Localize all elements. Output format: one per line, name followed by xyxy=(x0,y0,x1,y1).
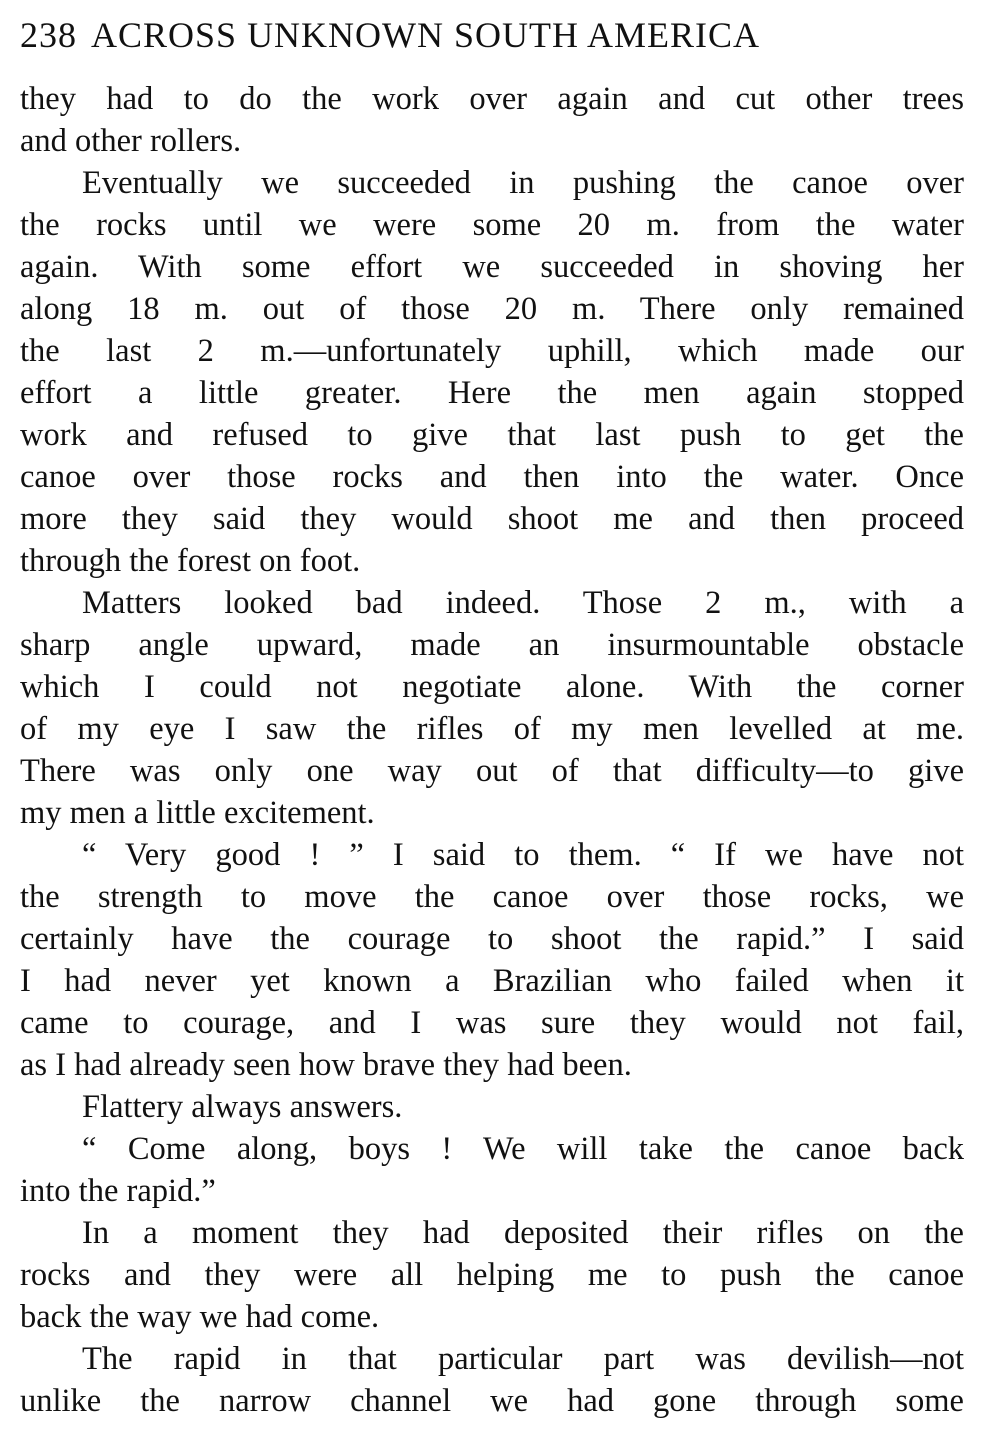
text-line: Matters looked bad indeed. Those 2 m., with a xyxy=(82,585,964,621)
text-line: There was only one way out of that difficulty—to give xyxy=(20,753,964,789)
text-line: work and refused to give that last push to get the xyxy=(20,417,964,453)
text-line: the strength to move the canoe over those rocks, we xyxy=(20,879,964,915)
text-line: unlike the narrow channel we had gone through some xyxy=(20,1383,964,1419)
text-line: they had to do the work over again and cut other trees xyxy=(20,81,964,117)
text-line: again. With some effort we succeeded in shoving her xyxy=(20,249,964,285)
text-line: back the way we had come. xyxy=(20,1299,380,1335)
running-title: ACROSS UNKNOWN SOUTH AMERICA xyxy=(91,15,761,55)
running-head xyxy=(20,10,980,60)
text-line: “ Come along, boys ! We will take the canoe back xyxy=(82,1131,964,1167)
text-line: In a moment they had deposited their rifles on the xyxy=(82,1215,964,1251)
text-line: which I could not negotiate alone. With the corner xyxy=(20,669,964,705)
text-line: my men a little excitement. xyxy=(20,795,375,831)
text-line: sharp angle upward, made an insurmountable obstacle xyxy=(20,627,964,663)
text-line: through the forest on foot. xyxy=(20,543,361,579)
text-line: and other rollers. xyxy=(20,123,242,159)
text-line: the rocks until we were some 20 m. from the water xyxy=(20,207,964,243)
text-line: The rapid in that particular part was devilish—not xyxy=(82,1341,964,1377)
text-line: “ Very good ! ” I said to them. “ If we have not xyxy=(82,837,964,873)
text-line: into the rapid.” xyxy=(20,1173,216,1209)
text-line: as I had already seen how brave they had been. xyxy=(20,1047,632,1083)
text-line: more they said they would shoot me and then proceed xyxy=(20,501,964,537)
text-line: came to courage, and I was sure they would not fail, xyxy=(20,1005,964,1041)
text-line: the last 2 m.—unfortunately uphill, which made our xyxy=(20,333,964,369)
page-number: 238 xyxy=(20,15,77,55)
text-line: I had never yet known a Brazilian who failed when it xyxy=(20,963,964,999)
text-line: Eventually we succeeded in pushing the canoe over xyxy=(82,165,964,201)
text-line: along 18 m. out of those 20 m. There only remained xyxy=(20,291,964,327)
text-line: Flattery always answers. xyxy=(82,1089,403,1125)
text-line: effort a little greater. Here the men again stopped xyxy=(20,375,964,411)
text-line: of my eye I saw the rifles of my men levelled at me. xyxy=(20,711,964,747)
body-text xyxy=(20,78,964,1422)
text-line: certainly have the courage to shoot the rapid.” I said xyxy=(20,921,964,957)
text-line: canoe over those rocks and then into the water. Once xyxy=(20,459,964,495)
text-line: rocks and they were all helping me to push the canoe xyxy=(20,1257,964,1293)
